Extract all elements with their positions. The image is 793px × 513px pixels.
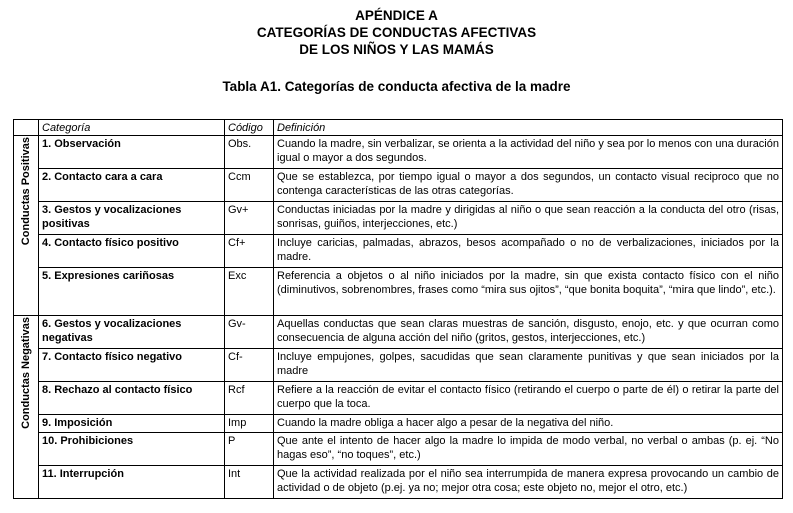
definition-cell: Que ante el intento de hacer algo la madre lo impida de modo verbal, no verbal o ambas (p. ej. “No hagas eso”, “no toques”, etc.) xyxy=(274,433,783,466)
category-cell: 6. Gestos y vocalizaciones negativas xyxy=(39,316,225,349)
table-row xyxy=(14,316,783,349)
code-cell: Ccm xyxy=(225,169,274,202)
table-row xyxy=(14,268,783,316)
category-cell: 2. Contacto cara a cara xyxy=(39,169,225,202)
definition-cell: Conductas iniciadas por la madre y dirigidas al niño o que sean reacción a la conducta del otro (risas, sonrisas, guiños, interjecciones, etc.) xyxy=(274,202,783,235)
appendix-title: APÉNDICE A xyxy=(355,8,438,23)
appendix-subtitle-line-2: DE LOS NIÑOS Y LAS MAMÁS xyxy=(299,42,494,57)
group-negative-cell xyxy=(14,316,39,499)
code-cell: Cf- xyxy=(225,349,274,382)
maternal-behavior-table xyxy=(13,119,783,499)
code-cell: Exc xyxy=(225,268,274,316)
definition-cell: Incluye empujones, golpes, sacudidas que sean claramente punitivas y que sean iniciados por la madre xyxy=(274,349,783,382)
column-header-categoria: Categoría xyxy=(39,120,225,136)
code-cell: Obs. xyxy=(225,136,274,169)
code-cell: Cf+ xyxy=(225,235,274,268)
table-row xyxy=(14,466,783,499)
code-cell: Gv+ xyxy=(225,202,274,235)
code-cell: Rcf xyxy=(225,382,274,415)
column-header-definicion: Definición xyxy=(274,120,783,136)
category-cell: 4. Contacto físico positivo xyxy=(39,235,225,268)
table-row xyxy=(14,415,783,433)
table-caption: Tabla A1. Categorías de conducta afectiva de la madre xyxy=(222,79,571,94)
category-cell: 7. Contacto físico negativo xyxy=(39,349,225,382)
code-cell: Int xyxy=(225,466,274,499)
definition-cell: Refiere a la reacción de evitar el contacto físico (retirando el cuerpo o parte de él) o retirar la parte del cuerpo que la toca. xyxy=(274,382,783,415)
category-cell: 3. Gestos y vocalizaciones positivas xyxy=(39,202,225,235)
group-label-positive: Conductas Positivas xyxy=(20,137,32,246)
category-cell: 1. Observación xyxy=(39,136,225,169)
code-cell: Gv- xyxy=(225,316,274,349)
table-row xyxy=(14,349,783,382)
table-row xyxy=(14,382,783,415)
code-cell: P xyxy=(225,433,274,466)
definition-cell: Referencia a objetos o al niño iniciados por la madre, sin que exista contacto físico con el niño (diminutivos, sobrenombres, frases como “mira sus ojitos”, “que bonita boquita”, “mira que lindo”, etc.). xyxy=(274,268,783,316)
definition-cell: Que se establezca, por tiempo igual o mayor a dos segundos, un contacto visual reciproco que no contenga características de las otras categorías. xyxy=(274,169,783,202)
category-cell: 8. Rechazo al contacto físico xyxy=(39,382,225,415)
table-row xyxy=(14,136,783,169)
definition-cell: Que la actividad realizada por el niño sea interrumpida de manera expresa provocando un cambio de actividad o de objeto (p.ej. ya no; mejor otra cosa; este objeto no, mejor el otro, etc.) xyxy=(274,466,783,499)
appendix-subtitle-line-1: CATEGORÍAS DE CONDUCTAS AFECTIVAS xyxy=(256,25,537,40)
group-label-negative: Conductas Negativas xyxy=(20,317,32,429)
code-cell: Imp xyxy=(225,415,274,433)
definition-cell: Cuando la madre, sin verbalizar, se orienta a la actividad del niño y sea por lo menos con una duración igual o mayor a dos segundos. xyxy=(274,136,783,169)
table-header-row xyxy=(14,120,783,136)
category-cell: 5. Expresiones cariñosas xyxy=(39,268,225,316)
category-cell: 10. Prohibiciones xyxy=(39,433,225,466)
definition-cell: Cuando la madre obliga a hacer algo a pesar de la negativa del niño. xyxy=(274,415,783,433)
group-header-cell xyxy=(14,120,39,136)
table-row xyxy=(14,433,783,466)
category-cell: 11. Interrupción xyxy=(39,466,225,499)
table-row xyxy=(14,169,783,202)
table-row xyxy=(14,235,783,268)
group-positive-cell xyxy=(14,136,39,316)
definition-cell: Aquellas conductas que sean claras muestras de sanción, disgusto, enojo, etc. y que ocurran como consecuencia de alguna acción del niño (gritos, gestos, interjecciones, etc.) xyxy=(274,316,783,349)
category-cell: 9. Imposición xyxy=(39,415,225,433)
table-row xyxy=(14,202,783,235)
definition-cell: Incluye caricias, palmadas, abrazos, besos acompañado o no de verbalizaciones, iniciados por la madre. xyxy=(274,235,783,268)
column-header-codigo: Código xyxy=(225,120,274,136)
